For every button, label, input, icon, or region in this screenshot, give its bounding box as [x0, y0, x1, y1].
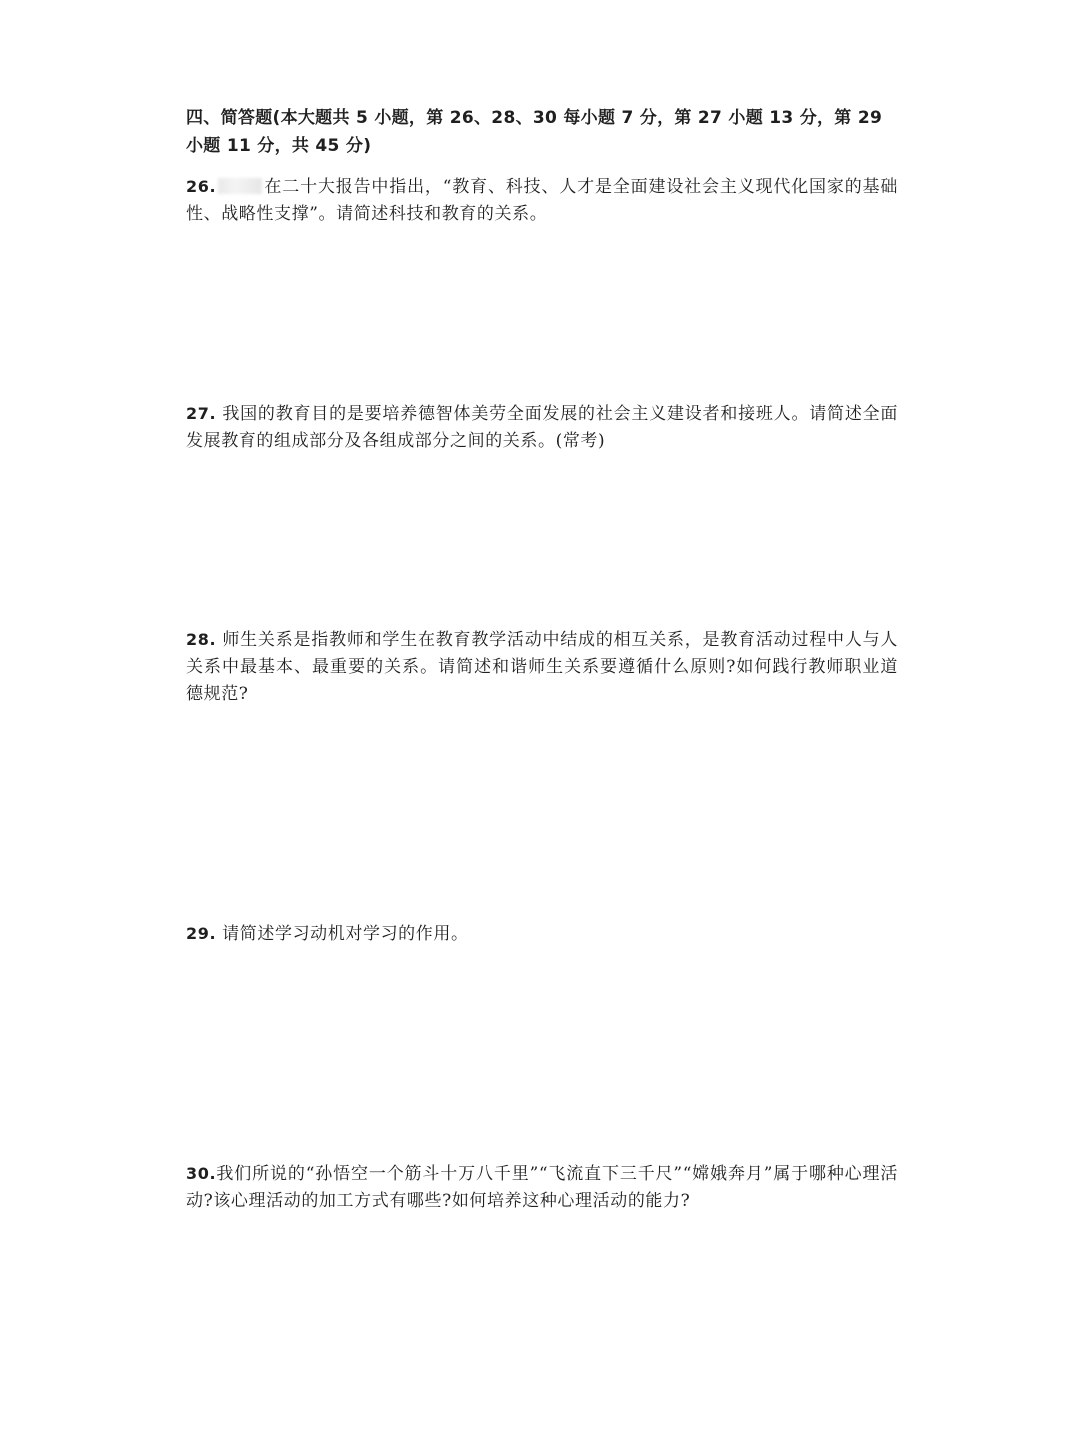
question-text: 我国的教育目的是要培养德智体美劳全面发展的社会主义建设者和接班人。请简述全面发展教育的组成部分及各组成部分之间的关系。(常考) — [186, 404, 898, 451]
question-number: 30. — [186, 1164, 217, 1183]
question-number: 27. — [186, 404, 217, 423]
question-text: 在二十大报告中指出，“教育、科技、人才是全面建设社会主义现代化国家的基础性、战略性支撑”。请简述科技和教育的关系。 — [186, 177, 898, 224]
question-number: 26. — [186, 177, 217, 196]
section-title: 四、简答题(本大题共 5 小题，第 26、28、30 每小题 7 分，第 27 小题 13 分，第 29 小题 11 分，共 45 分) — [186, 108, 883, 156]
redacted-text — [218, 178, 262, 194]
question-text: 我们所说的“孙悟空一个筋斗十万八千里”“飞流直下三千尺”“嫦娥奔月”属于哪种心理活动?该心理活动的加工方式有哪些?如何培养这种心理活动的能力? — [186, 1164, 898, 1211]
question-28 — [186, 626, 898, 708]
question-29 — [186, 920, 898, 948]
question-text: 师生关系是指教师和学生在教育教学活动中结成的相互关系，是教育活动过程中人与人关系中最基本、最重要的关系。请简述和谐师生关系要遵循什么原则?如何践行教师职业道德规范? — [186, 630, 898, 704]
question-27 — [186, 400, 898, 455]
question-number: 28. — [186, 630, 217, 649]
question-text: 请简述学习动机对学习的作用。 — [222, 924, 469, 944]
question-30 — [186, 1160, 898, 1215]
question-number: 29. — [186, 924, 217, 943]
question-26 — [186, 173, 898, 228]
